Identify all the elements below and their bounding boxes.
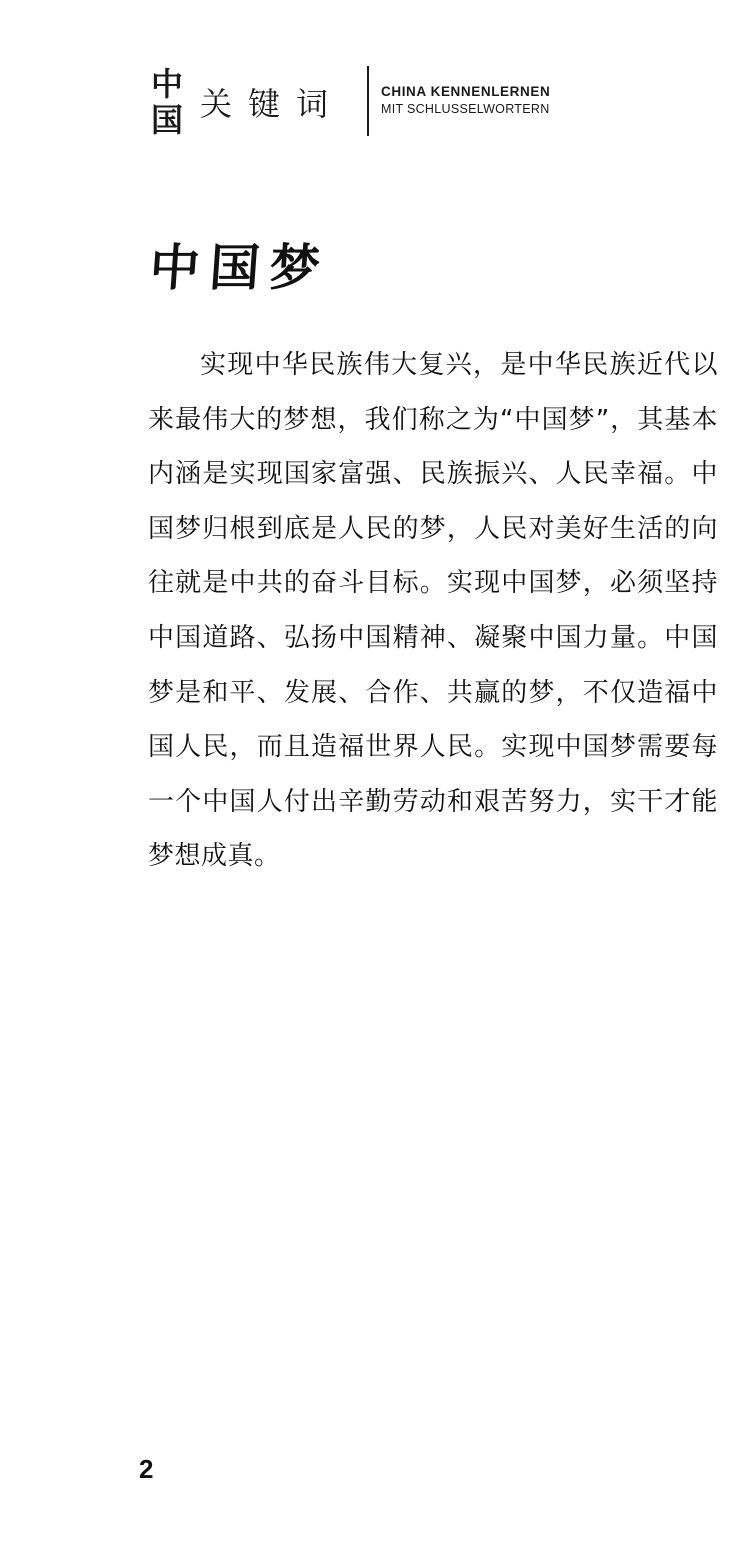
series-logo — [146, 66, 188, 138]
series-subtitle — [381, 84, 550, 117]
series-subtitle-line-2: MIT SCHLUSSELWORTERN — [381, 102, 550, 116]
body-paragraph: 实现中华民族伟大复兴，是中华民族近代以来最伟大的梦想，我们称之为“中国梦”，其基本内涵是实现国家富强、民族振兴、人民幸福。中国梦归根到底是人民的梦，人民对美好生活的向往就是中共的奋斗目标。实现中国梦，必须坚持中国道路、弘扬中国精神、凝聚中国力量。中国梦是和平、发展、合作、共赢的梦，不仅造福中国人民，而且造福世界人民。实现中国梦需要每一个中国人付出辛勤劳动和艰苦努力，实干才能梦想成真。 — [148, 350, 718, 872]
series-keywords-title: 关键词 — [200, 85, 345, 123]
logo-char-zhong: 中 — [150, 65, 183, 103]
page-number: 2 — [139, 1454, 154, 1484]
header-divider — [367, 66, 369, 136]
series-subtitle-line-1: CHINA KENNENLERNEN — [381, 84, 551, 99]
page-title: 中国梦 — [147, 238, 332, 297]
logo-char-guo: 国 — [150, 101, 183, 139]
